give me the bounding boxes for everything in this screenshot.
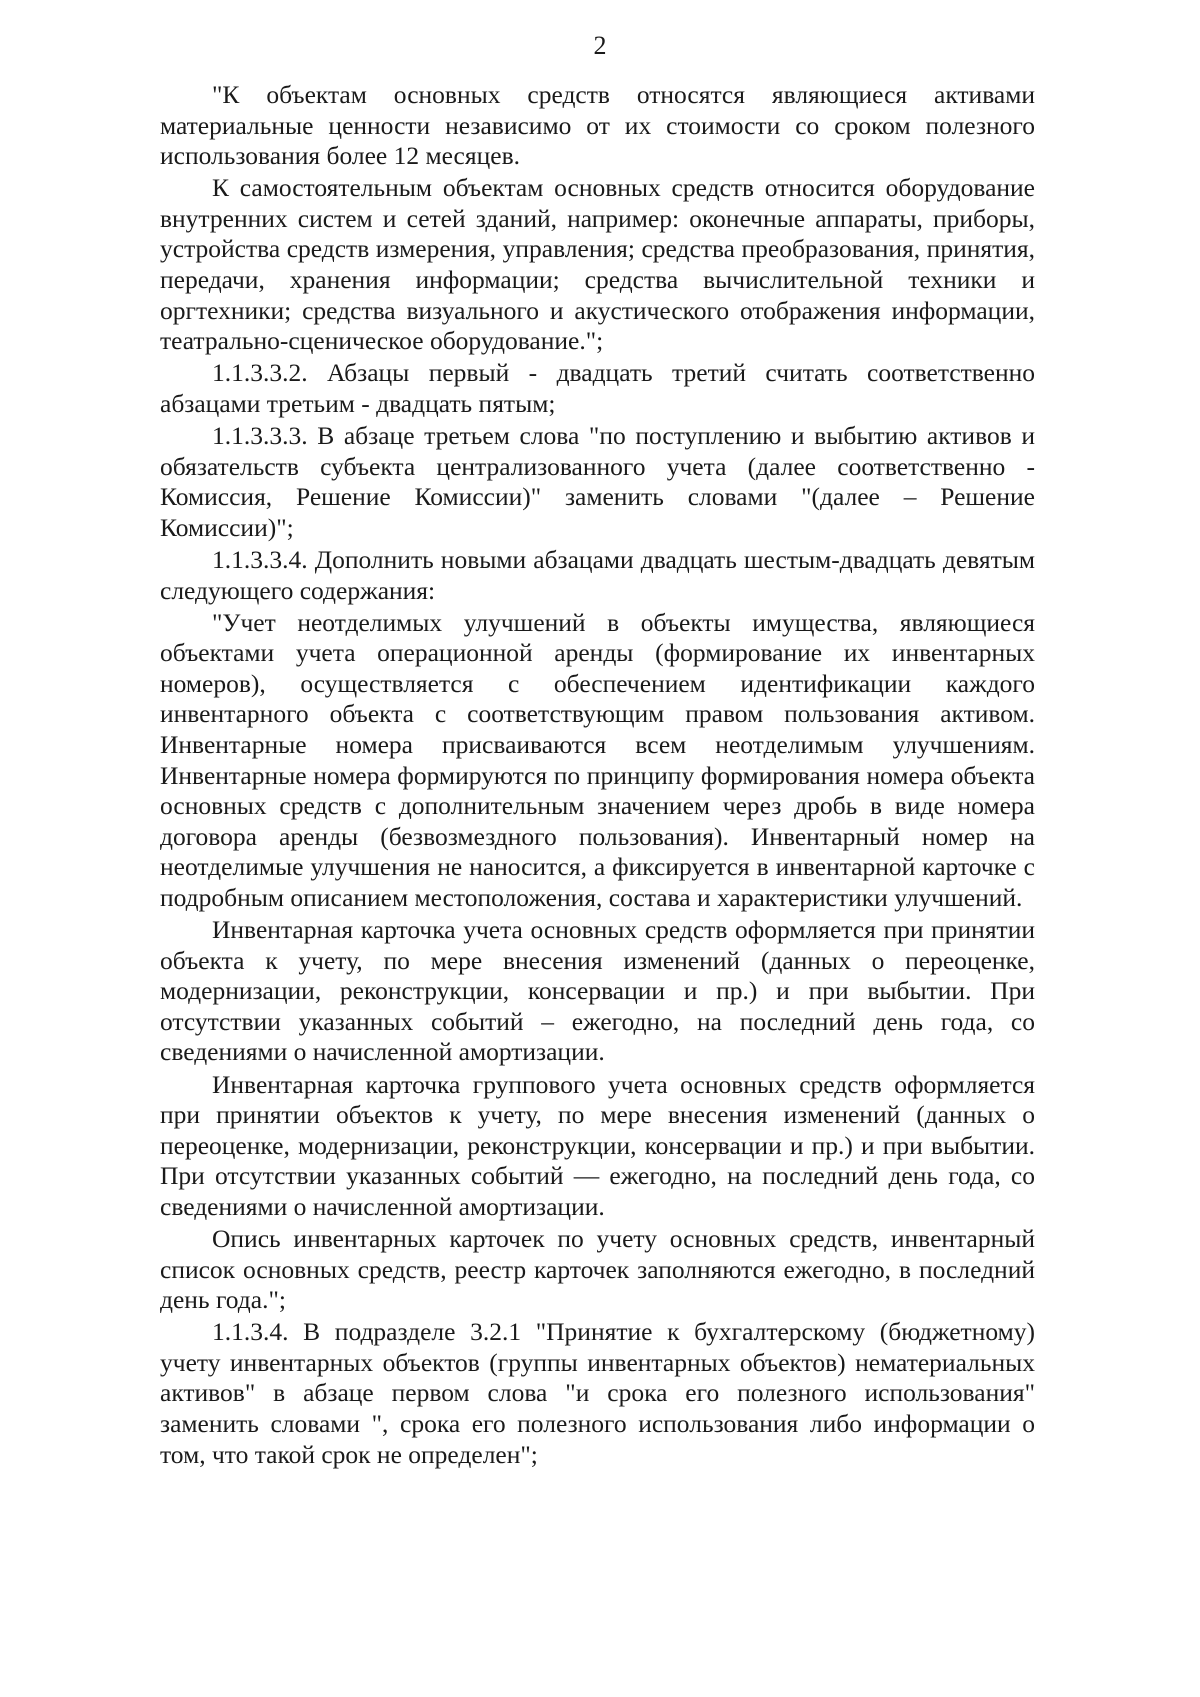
paragraph-fixed-assets-definition: "К объектам основных средств относятся являющиеся активами материальные ценности независимо от их стоимости со сроком полезного использования более 12 месяцев. xyxy=(160,80,1035,171)
paragraph-item-1-1-3-3-3: 1.1.3.3.3. В абзаце третьем слова "по поступлению и выбытию активов и обязательств субъекта централизованного учета (далее соответственно - Комиссия, Решение Комиссии)" заменить словами "(далее – Решение Комиссии)"; xyxy=(160,421,1035,542)
paragraph-separate-fixed-assets: К самостоятельным объектам основных средств относится оборудование внутренних систем и сетей зданий, например: оконечные аппараты, приборы, устройства средств измерения, управления; средства преобразования, принятия, передачи, хранения информации; средства вычислительной техники и оргтехники; средства визуального и акустического отображения информации, театрально-сценическое оборудование."; xyxy=(160,173,1035,356)
page-number: 2 xyxy=(593,31,607,60)
document-body xyxy=(160,80,1035,1472)
paragraph-item-1-1-3-3-4: 1.1.3.3.4. Дополнить новыми абзацами двадцать шестым-двадцать девятым следующего содержания: xyxy=(160,544,1035,605)
paragraph-item-1-1-3-4: 1.1.3.4. В подразделе 3.2.1 "Принятие к бухгалтерскому (бюджетному) учету инвентарных объектов (группы инвентарных объектов) нематериальных активов" в абзаце первом слова "и срока его полезного использования" заменить словами ", срока его полезного использования либо информации о том, что такой срок не определен"; xyxy=(160,1317,1035,1469)
paragraph-inventory-card: Инвентарная карточка учета основных средств оформляется при принятии объекта к учету, по мере внесения изменений (данных о переоценке, модернизации, реконструкции, консервации и пр.) и при выбытии. При отсутствии указанных событий – ежегодно, на последний день года, со сведениями о начисленной амортизации. xyxy=(160,915,1035,1067)
paragraph-item-1-1-3-3-2: 1.1.3.3.2. Абзацы первый - двадцать третий считать соответственно абзацами третьим - двадцать пятым; xyxy=(160,358,1035,418)
paragraph-inventory-list: Опись инвентарных карточек по учету основных средств, инвентарный список основных средств, реестр карточек заполняются ежегодно, в последний день года."; xyxy=(160,1223,1035,1315)
paragraph-leasehold-improvements: "Учет неотделимых улучшений в объекты имущества, являющиеся объектами учета операционной аренды (формирование их инвентарных номеров), осуществляется с обеспечением идентификации каждого инвентарного объекта с соответствующим правом пользования активом. Инвентарные номера присваиваются всем неотделимым улучшениям. Инвентарные номера формируются по принципу формирования номера объекта основных средств с дополнительным значением через дробь в виде номера договора аренды (безвозмездного пользования). Инвентарный номер на неотделимые улучшения не наносится, а фиксируется в инвентарной карточке с подробным описанием местоположения, состава и характеристики улучшений. xyxy=(160,607,1035,912)
paragraph-group-inventory-card: Инвентарная карточка группового учета основных средств оформляется при принятии объектов к учету, по мере внесения изменений (данных о переоценке, модернизации, реконструкции, консервации и пр.) и при выбытии. При отсутствии указанных событий — ежегодно, на последний день года, со сведениями о начисленной амортизации. xyxy=(160,1069,1035,1221)
